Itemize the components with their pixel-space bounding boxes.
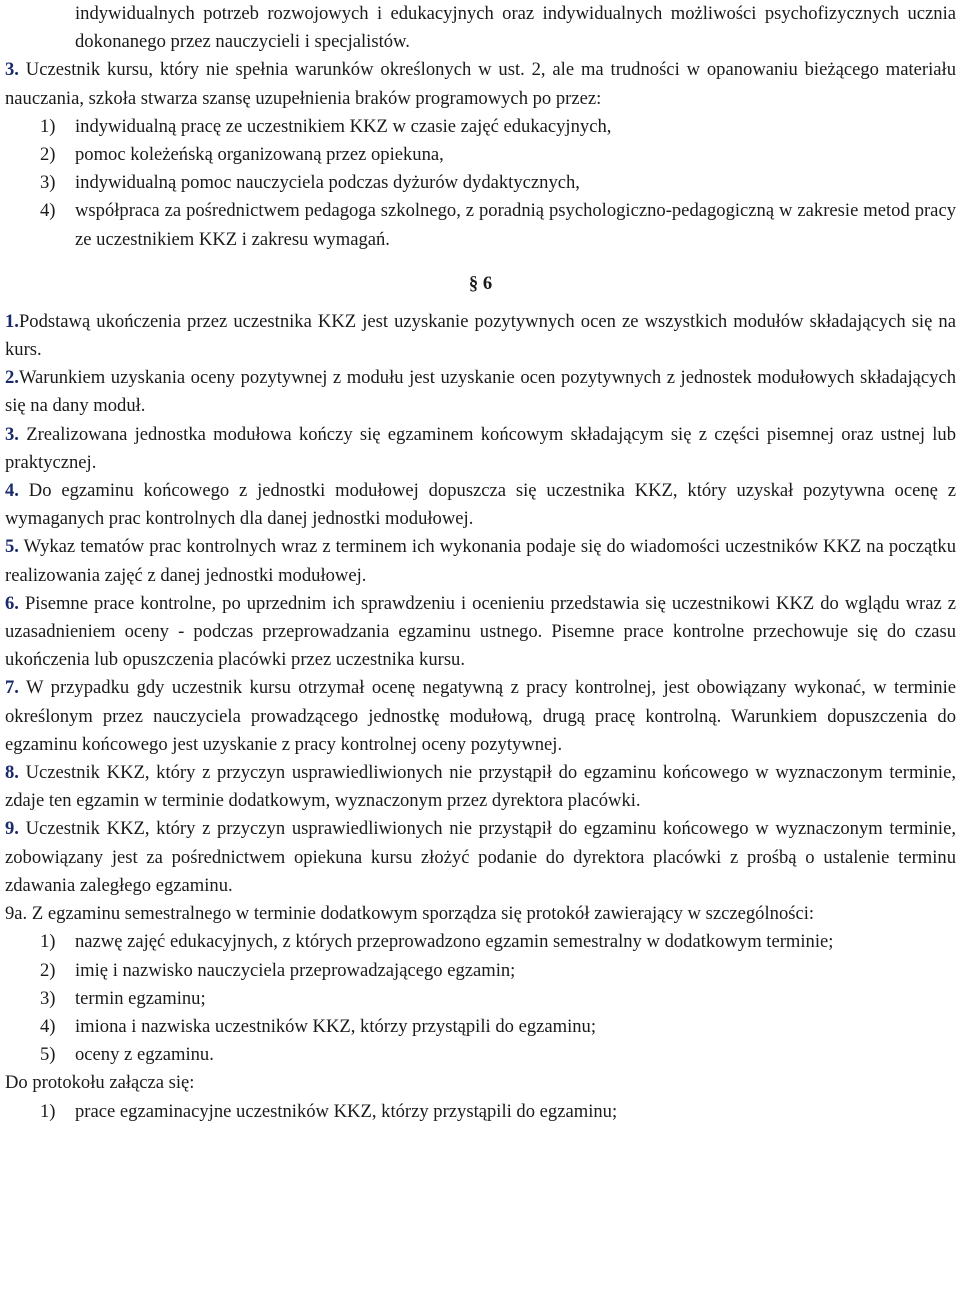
- paragraph-number: 6.: [5, 592, 19, 614]
- paragraph-9: [5, 815, 956, 900]
- paragraph-number: 1.: [5, 310, 19, 332]
- list-item: [5, 928, 956, 956]
- list-item-text: współpraca za pośrednictwem pedagoga szkolnego, z poradnią psychologiczno-pedagogiczną w zakresie metod pracy ze uczestnikiem KKZ i zakresu wymagań.: [75, 200, 956, 250]
- list-item-text: indywidualną pracę ze uczestnikiem KKZ w czasie zajęć edukacyjnych,: [75, 115, 612, 137]
- paragraph-2: [5, 364, 956, 420]
- list-item-text: imię i nazwisko nauczyciela przeprowadzającego egzamin;: [75, 959, 516, 981]
- paragraph-1: [5, 308, 956, 364]
- list-item: [5, 1098, 956, 1126]
- list-item: [5, 957, 956, 985]
- paragraph-text: Pisemne prace kontrolne, po uprzednim ich sprawdzeniu i ocenieniu przedstawia się uczestnikowi KKZ do wglądu wraz z uzasadnieniem oceny - podczas przeprowadzania egzaminu ustnego. Pisemne prace kontrolne przechowuje się do czasu ukończenia lub opuszczenia placówki przez uczestnika kursu.: [5, 592, 956, 671]
- paragraph-number: 4.: [5, 480, 19, 502]
- paragraph-5: [5, 533, 956, 589]
- paragraph-number: 3.: [5, 423, 19, 445]
- attachments-intro: Do protokołu załącza się:: [5, 1072, 195, 1094]
- paragraph-number: 7.: [5, 677, 19, 699]
- list-item: [5, 1013, 956, 1041]
- paragraph-text: W przypadku gdy uczestnik kursu otrzymał ocenę negatywną z pracy kontrolnej, jest obowiązany wykonać, w terminie określonym przez nauczyciela prowadzącego jednostkę modułową, drugą pracę kontrolną. Warunkiem dopuszczenia do egzaminu końcowego jest uzyskanie z pracy kontrolnej oceny pozytywnej.: [5, 677, 956, 755]
- list-marker: 4): [40, 200, 56, 222]
- paragraph-text: Uczestnik KKZ, który z przyczyn usprawiedliwionych nie przystąpił do egzaminu końcowego w wyznaczonym terminie, zdaje ten egzamin w terminie dodatkowym, wyznaczonym przez dyrektora placówki.: [5, 762, 956, 812]
- paragraph-text: Zrealizowana jednostka modułowa kończy się egzaminem końcowym składającym się z części pisemnej oraz ustnej lub praktycznej.: [5, 423, 956, 473]
- list-item-text: oceny z egzaminu.: [75, 1044, 214, 1066]
- list-item: [5, 113, 956, 141]
- paragraph-3: [5, 421, 956, 477]
- paragraph-6: [5, 590, 956, 675]
- list-marker: 4): [40, 1015, 56, 1037]
- list-item-text: prace egzaminacyjne uczestników KKZ, którzy przystąpili do egzaminu;: [75, 1100, 618, 1122]
- paragraph-9a: 9a. Z egzaminu semestralnego w terminie dodatkowym sporządza się protokół zawierający w szczególności:: [5, 903, 815, 925]
- paragraph-number: 9.: [5, 818, 19, 840]
- section-heading: § 6: [468, 272, 493, 294]
- paragraph-8: [5, 759, 956, 815]
- remedial-list: [5, 113, 956, 254]
- paragraph-number: 8.: [5, 762, 19, 784]
- paragraph-text: Wykaz tematów prac kontrolnych wraz z terminem ich wykonania podaje się do wiadomości uczestników KKZ na początku realizowania zajęć z danej jednostki modułowej.: [5, 536, 956, 586]
- list-item-text: nazwę zajęć edukacyjnych, z których przeprowadzono egzamin semestralny w dodatkowym terminie;: [75, 931, 834, 953]
- list-item: [5, 197, 956, 253]
- list-item-text: indywidualną pomoc nauczyciela podczas dyżurów dydaktycznych,: [75, 172, 580, 194]
- continuation-text: indywidualnych potrzeb rozwojowych i edukacyjnych oraz indywidualnych możliwości psychofizycznych ucznia dokonanego przez nauczycieli i specjalistów.: [75, 3, 956, 53]
- list-marker: 1): [40, 115, 56, 137]
- list-marker: 5): [40, 1044, 56, 1066]
- paragraph-4: [5, 477, 956, 533]
- paragraph-text: Warunkiem uzyskania oceny pozytywnej z modułu jest uzyskanie ocen pozytywnych z jednostek modułowych składających się na dany moduł.: [5, 367, 956, 417]
- list-item: [5, 985, 956, 1013]
- paragraph-7: [5, 674, 956, 759]
- paragraph-text: Uczestnik KKZ, który z przyczyn usprawiedliwionych nie przystąpił do egzaminu końcowego w wyznaczonym terminie, zobowiązany jest za pośrednictwem opiekuna kursu złożyć podanie do dyrektora placówki z prośbą o ustalenie terminu zdawania zaległego egzaminu.: [5, 818, 956, 896]
- list-item-text: pomoc koleżeńską organizowaną przez opiekuna,: [75, 144, 444, 166]
- list-marker: 1): [40, 1100, 56, 1122]
- paragraph-number: 5.: [5, 536, 19, 558]
- list-marker: 2): [40, 144, 56, 166]
- paragraph-3-prev: [5, 56, 956, 112]
- list-marker: 1): [40, 931, 56, 953]
- list-item-text: termin egzaminu;: [75, 987, 206, 1009]
- list-marker: 3): [40, 172, 56, 194]
- list-marker: 2): [40, 959, 56, 981]
- list-item-text: imiona i nazwiska uczestników KKZ, którzy przystąpili do egzaminu;: [75, 1015, 597, 1037]
- paragraph-text: Uczestnik kursu, który nie spełnia warunków określonych w ust. 2, ale ma trudności w opanowaniu bieżącego materiału nauczania, szkoła stwarza szansę uzupełnienia braków programowych po przez:: [5, 59, 956, 109]
- list-marker: 3): [40, 987, 56, 1009]
- paragraph-text: Podstawą ukończenia przez uczestnika KKZ jest uzyskanie pozytywnych ocen ze wszystkich modułów składających się na kurs.: [5, 310, 956, 361]
- list-item: [5, 1041, 956, 1069]
- protocol-contents-list: [5, 928, 956, 1069]
- list-item: [5, 141, 956, 169]
- paragraph-number: 3.: [5, 59, 19, 81]
- list-item: [5, 169, 956, 197]
- paragraph-text: Do egzaminu końcowego z jednostki modułowej dopuszcza się uczestnika KKZ, który uzyskał pozytywna ocenę z wymaganych prac kontrolnych dla danej jednostki modułowej.: [5, 480, 956, 530]
- paragraph-number: 2.: [5, 367, 19, 389]
- attachments-list: [5, 1098, 956, 1126]
